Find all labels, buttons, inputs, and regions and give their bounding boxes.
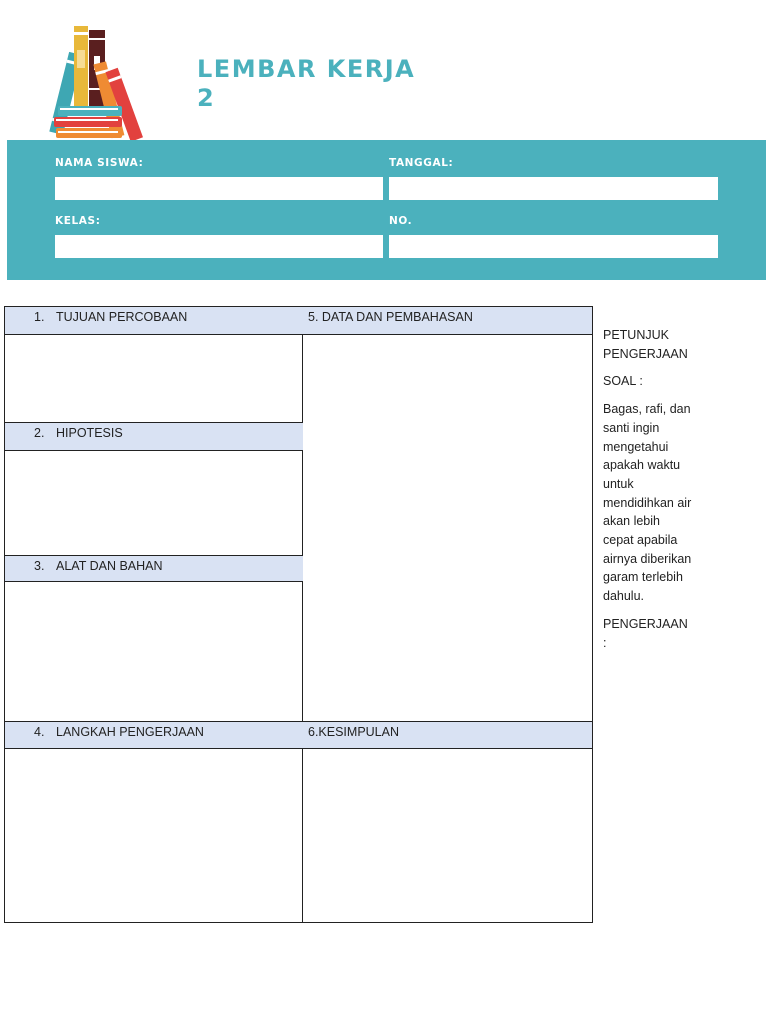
title-line-1: LEMBAR KERJA (197, 55, 416, 83)
section-5-title: 5. DATA DAN PEMBAHASAN (308, 310, 473, 324)
section-3-header (5, 555, 303, 582)
date-label: TANGGAL: (389, 157, 454, 169)
question-text: Bagas, rafi, dan santi ingin mengetahui apakah waktu untuk mendidihkan air akan lebih cepat apabila airnya diberikan garam terlebih dahulu. (603, 402, 692, 604)
section-2-number: 2. (34, 426, 45, 440)
section-1-answer-area[interactable] (5, 335, 302, 422)
section-3-answer-area[interactable] (5, 582, 302, 721)
instructions-heading: PETUNJUK PENGERJAAN (603, 328, 688, 361)
section-2-header (5, 422, 303, 451)
name-field[interactable] (55, 177, 383, 200)
work-label: PENGERJAAN : (603, 616, 688, 650)
student-info-panel (7, 140, 766, 280)
section-1-header (5, 306, 303, 335)
section-6-title: 6.KESIMPULAN (308, 725, 400, 739)
section-2-answer-area[interactable] (5, 451, 302, 555)
name-label: NAMA SISWA: (55, 157, 144, 169)
section-3-title: ALAT DAN BAHAN (56, 559, 163, 573)
section-4-answer-area[interactable] (5, 749, 302, 922)
section-6-header (302, 721, 592, 749)
section-6-answer-area[interactable] (303, 749, 592, 922)
books-icon (30, 20, 165, 142)
date-field[interactable] (389, 177, 718, 200)
section-5-answer-area[interactable] (303, 335, 592, 721)
section-4-title: LANGKAH PENGERJAAN (56, 725, 204, 739)
question-label: SOAL : (603, 374, 643, 389)
section-3-number: 3. (34, 559, 45, 573)
instructions-panel (603, 326, 693, 661)
number-label: NO. (389, 215, 413, 227)
class-field[interactable] (55, 235, 383, 258)
section-5-header (302, 306, 592, 335)
section-1-title: TUJUAN PERCOBAAN (56, 310, 188, 324)
section-1-number: 1. (34, 310, 45, 324)
class-label: KELAS: (55, 215, 101, 227)
worksheet-table (4, 306, 593, 923)
title-line-2: 2 (197, 84, 216, 112)
section-4-header (5, 721, 303, 749)
page-title (197, 55, 415, 113)
number-field[interactable] (389, 235, 718, 258)
section-4-number: 4. (34, 725, 45, 739)
section-2-title: HIPOTESIS (56, 426, 123, 440)
